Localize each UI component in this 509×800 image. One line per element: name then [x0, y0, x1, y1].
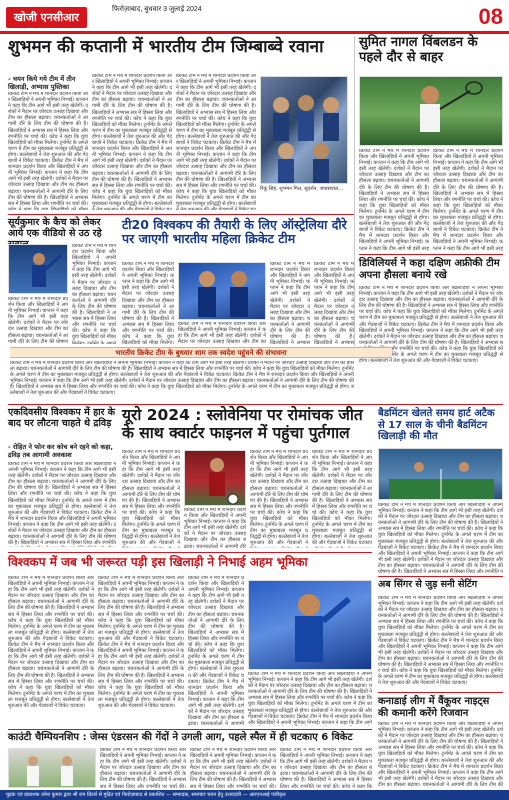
body-women-4 — [314, 262, 354, 344]
headline-singer: अब सिंगर से जुड़ सनी सेटिंग — [378, 579, 478, 590]
body-odi — [8, 462, 116, 547]
football-player — [185, 451, 246, 506]
women-team-photo — [178, 262, 266, 320]
county-photo — [8, 748, 96, 788]
subhead-shubman: - चयन किये गये टीम में तीन खिलाड़ी, अभ्यास पुस्तिका — [8, 75, 76, 91]
body-devilliers — [359, 286, 503, 376]
catch-figure — [9, 245, 68, 294]
page-footer: मुद्रक एवं प्रकाशक उमेश कुमार द्वारा श्री राम प्रिंटर्स से मुद्रित एवं फिरोज़ाबाद से प्रकाशित — सम्पादक, समाचार चयन हेतु उत्तरदायी — आरएनआई पंजीकृत — [0, 790, 509, 800]
headline-surya: सूर्यकुमार के कैच को लेकर आये एक वीडियो से उठ रहे — [8, 217, 102, 239]
body-women-3 — [270, 262, 310, 344]
headline-wc: विश्वकप में जब भी जरूरत पड़ी इस खिलाड़ी ने निभाई अहम भूमिका — [8, 555, 308, 569]
page-header — [0, 0, 509, 34]
cricket-players — [9, 749, 96, 788]
divider — [359, 254, 503, 255]
body-euro-4 — [312, 450, 372, 548]
body-wc-1 — [8, 576, 94, 726]
body-surya-2 — [8, 297, 68, 344]
bowler-figure — [249, 581, 372, 670]
headline-knight: कनाडाई लीग में वैंकूवर नाइट्स की कमानी करेंगे रिजवान — [378, 696, 490, 719]
body-euro-2 — [184, 508, 246, 548]
section-label: खोजी एनसीआर — [6, 7, 87, 28]
body-singer — [378, 596, 503, 688]
headline-odi: एकदिवसीय विश्वकप में हार के बाद घर लौटना चाहते थे द्रविड़ — [8, 407, 116, 429]
divider — [378, 576, 503, 577]
headline-euro: यूरो 2024 : स्लोवेनिया पर रोमांचक जीत के साथ क्वार्टर फाइनल में पहुंचा पुर्तगाल — [122, 406, 363, 442]
banner-return: भारतीय क्रिकेट टीम के बुधवार शाम तक स्वदेश पहुंचने की संभावना — [10, 347, 392, 358]
headline-sumit: सुमित नागल विंबलडन के पहले दौर से बाहर — [359, 35, 478, 65]
divider — [8, 552, 372, 553]
body-banner — [10, 361, 354, 401]
divider — [8, 404, 503, 405]
headline-women: टी20 विश्वकप की तैयारी के लिए ऑस्ट्रेलिया दौरे पर जाएगी भारतीय महिला क्रिकेट टीम — [122, 217, 347, 247]
column-divider — [354, 36, 355, 346]
euro-photo — [184, 450, 246, 506]
wc-player-photo — [248, 580, 372, 670]
women-players — [179, 263, 266, 320]
subhead-odi: - रोहित ने फोन कर कोच बने रहने को कहा, द्रविड़ तब आगामी अवकाश — [8, 443, 113, 459]
body-county-1 — [100, 748, 186, 788]
team-photo-figures — [261, 77, 348, 184]
body-sumit-1 — [359, 149, 429, 251]
body-euro-1 — [122, 450, 180, 548]
body-shubman-2 — [92, 74, 172, 210]
headline-county: काउंटी चैम्पियनशिप : जेम्स एंडरसन की गेंदों ने उगली आग, पहले स्पैल में ही चटकाए 6 विकेट — [8, 732, 353, 743]
page-number: 08 — [478, 4, 503, 29]
body-wc-2 — [98, 576, 184, 726]
body-sumit-2 — [433, 149, 503, 251]
dateline: फिरोज़ाबाद, बुधवार 3 जुलाई 2024 — [112, 6, 202, 13]
divider — [378, 692, 503, 693]
body-women-2 — [178, 322, 266, 344]
body-shubman-3 — [176, 74, 256, 210]
headline-badminton: बैडमिंटन खेलते समय हार्ट अटैक से 17 साल के चीनी बैडमिंटन खिलाड़ी की मौत — [378, 408, 495, 442]
body-surya-1 — [72, 244, 116, 344]
body-wc-3 — [188, 576, 244, 726]
badminton-court — [379, 449, 503, 500]
divider — [8, 214, 354, 215]
surya-photo — [8, 244, 68, 294]
sumit-photo — [359, 76, 503, 146]
body-county-3 — [280, 748, 372, 788]
body-county-2 — [190, 748, 276, 788]
tennis-player — [360, 77, 503, 146]
headline-shubman: शुभमन की कप्तानी में भारतीय टीम जिम्बाब्वे रवाना — [8, 37, 324, 57]
body-women-1 — [122, 262, 174, 344]
body-knight — [378, 722, 503, 786]
team-photo — [260, 76, 348, 184]
divider — [8, 729, 372, 730]
body-badminton — [378, 503, 503, 573]
badminton-photo — [378, 448, 503, 500]
body-shubman-1 — [8, 92, 88, 210]
body-euro-3 — [250, 450, 308, 548]
team-photo-caption: रिंकू सिंह, शुभमन गिल, सुदर्शन, जायसवाल... — [260, 186, 344, 192]
headline-devilliers: डिविलियर्स ने कहा दक्षिण अफ्रीकी टीम अपना हौसला बनाये रखे — [359, 258, 500, 281]
body-wc-4 — [248, 672, 372, 726]
